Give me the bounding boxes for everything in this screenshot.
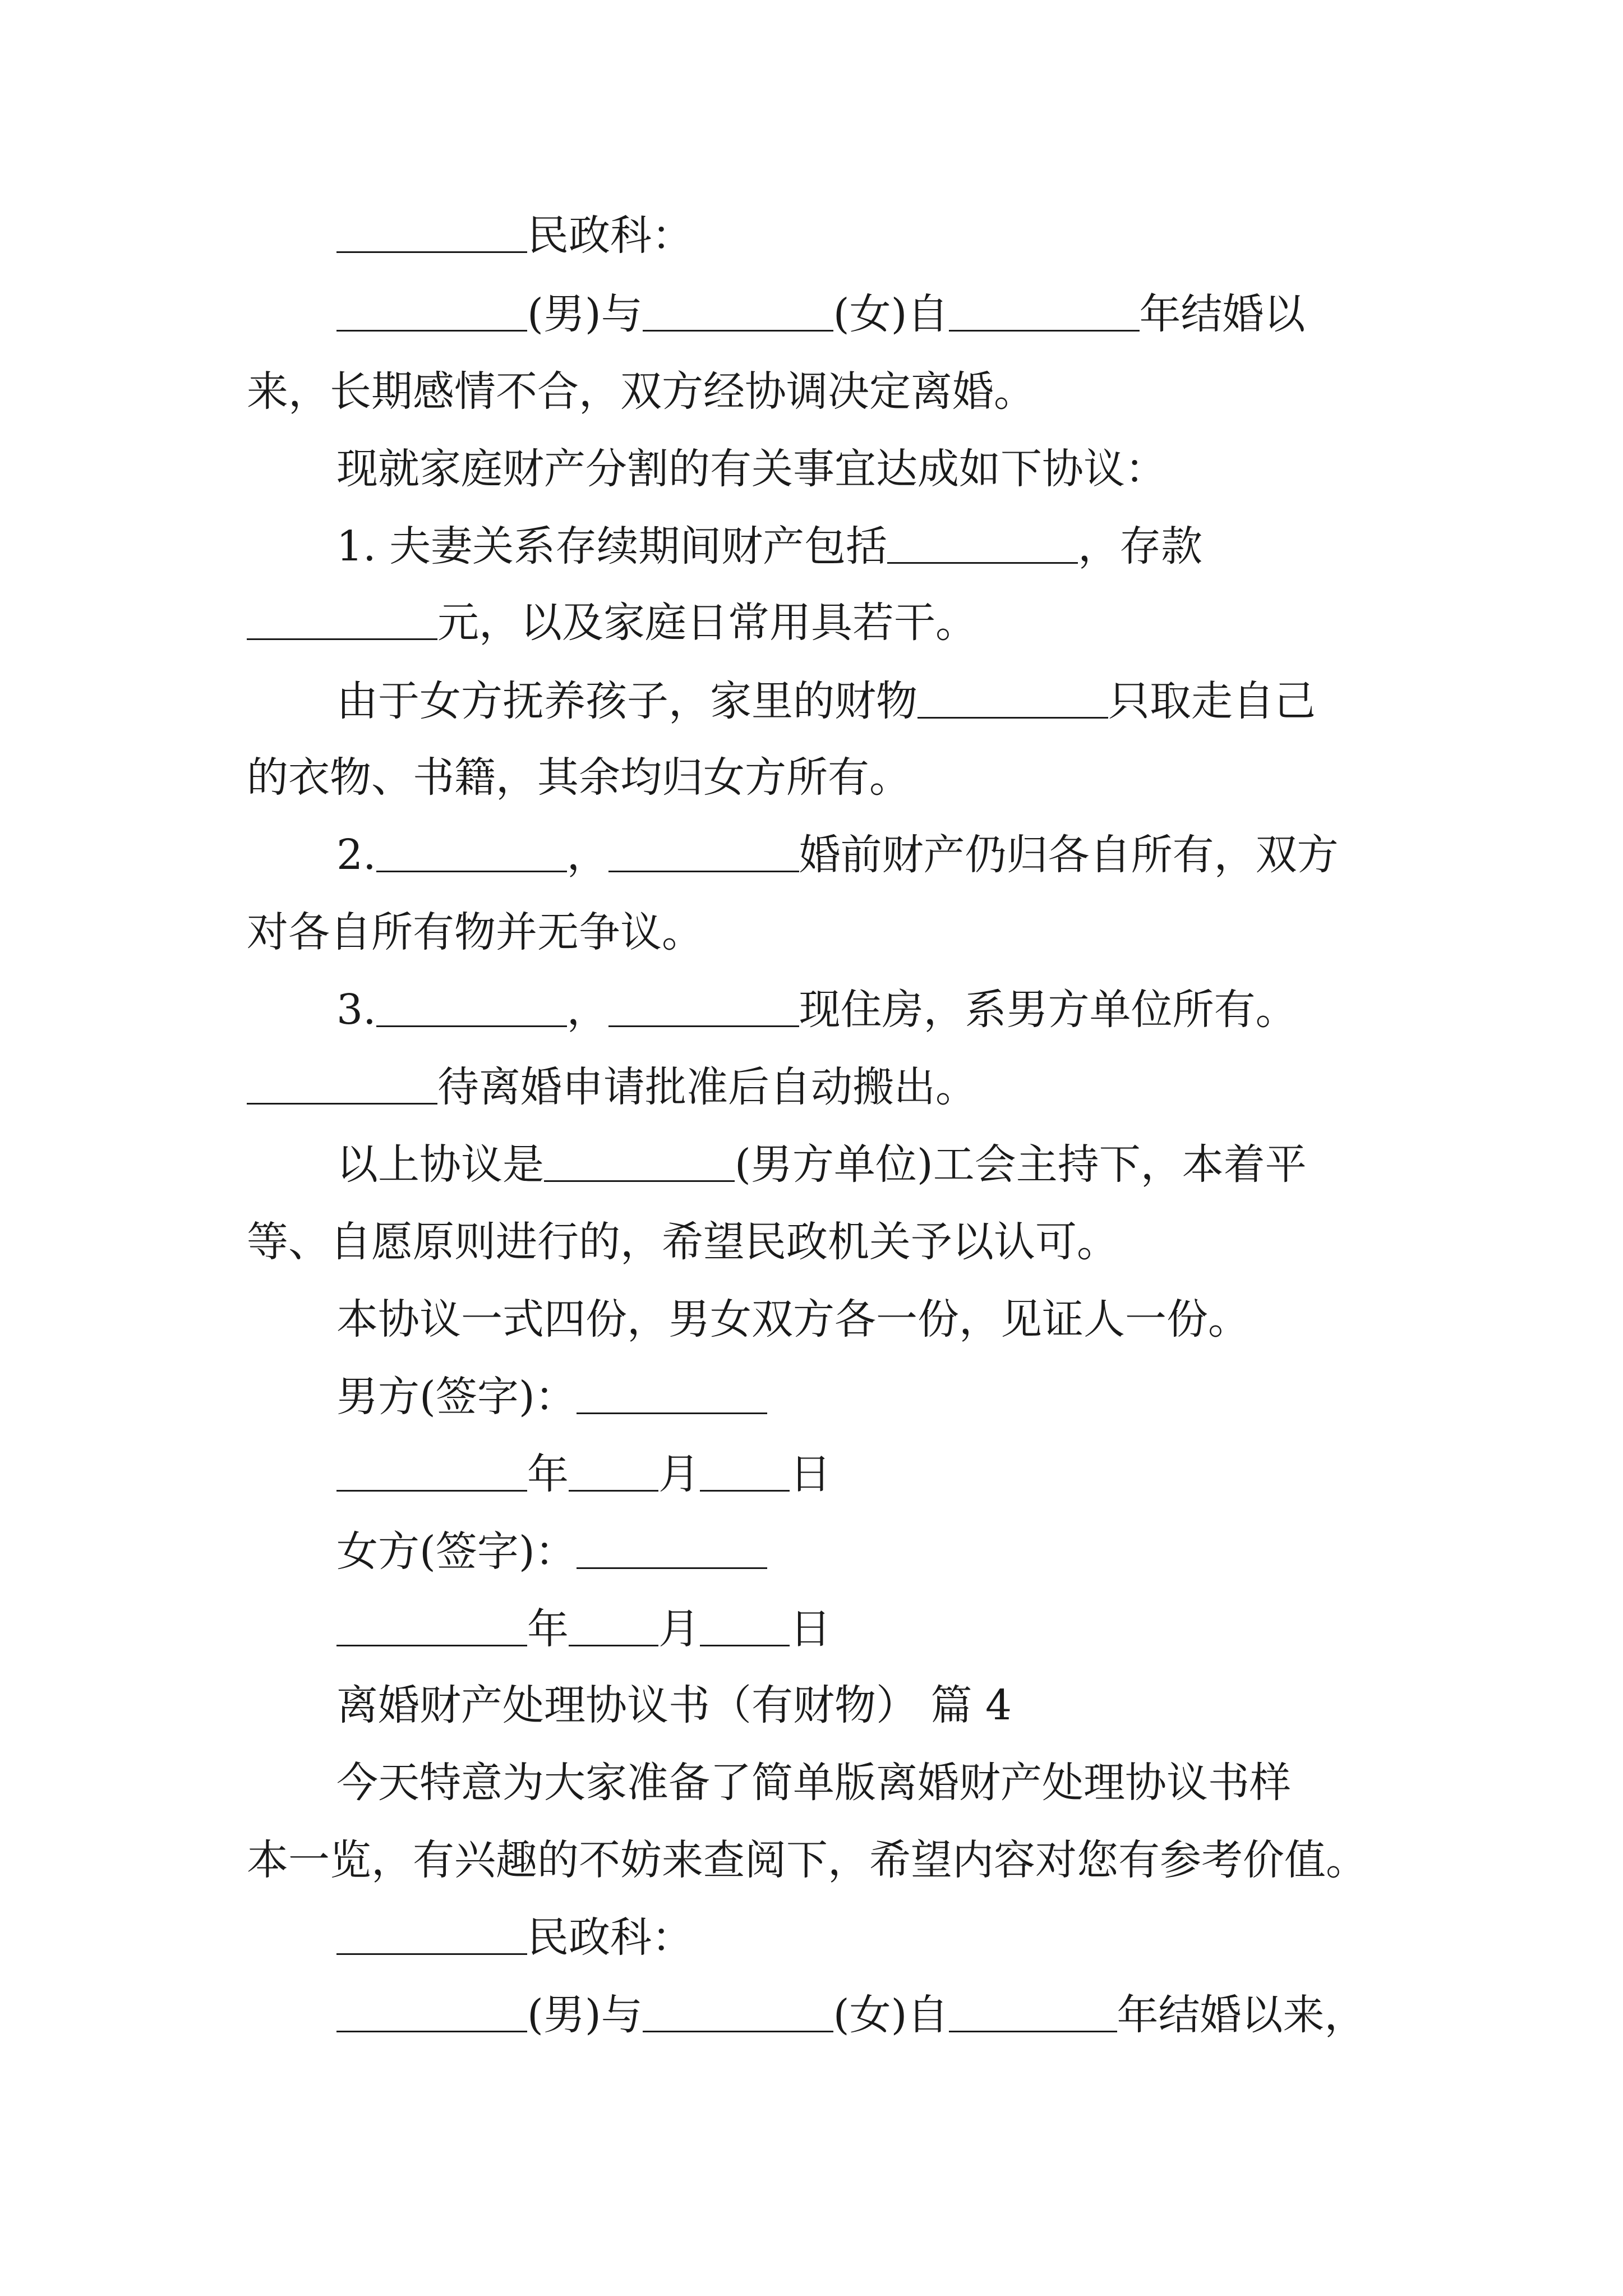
female-date-line: 年 月 日 [336,1601,1391,1657]
section-title: 离婚财产处理协议书（有财物） 篇 4 [336,1681,1012,1729]
signature-blank [577,1528,767,1569]
blank-field [700,1451,790,1492]
item3-line-cont: 待离婚申请批准后自动搬出。 [247,1059,1391,1115]
ministry-line-2: 民政科： [336,1910,1391,1966]
intro-line: 现就家庭财产分割的有关事宜达成如下协议： [336,445,1166,493]
section-intro-cont: 本一览，有兴趣的不妨来查阅下，希望内容对您有参考价值。 [247,1836,1367,1884]
blank-field [949,291,1140,332]
item1-line-cont: 元，以及家庭日常用具若干。 [247,595,1391,651]
agreement-line: 以上协议是 (男方单位)工会主持下，本着平 [336,1140,1307,1189]
blank-field [336,1914,527,1955]
item3-line: 3. ， 现住房，系男方单位所有。 [336,986,1297,1034]
blank-field [887,523,1078,564]
item2-line: 2. ， 婚前财产仍归各自所有，双方 [336,831,1339,879]
blank-field [569,1605,658,1646]
female-signature-line: 女方(签字)： [336,1524,1391,1580]
blank-field [544,1141,735,1182]
signature-blank [577,1373,767,1414]
blank-field [376,986,567,1027]
item1-line: 1. 夫妻关系存续期间财产包括 ，存款 [336,522,1203,570]
ministry-line: 民政科： [336,208,1391,264]
blank-field [643,291,833,332]
blank-field [336,291,527,332]
blank-field [247,599,437,640]
blank-field [247,1064,437,1105]
blank-field [608,986,799,1027]
marriage-line-2: (男)与 (女)自 年结婚以来， [336,1987,1391,2043]
male-signature-line: 男方(签字)： [336,1369,1391,1425]
marriage-line: (男)与 (女)自 年结婚以 [336,286,1391,342]
marriage-line-cont: 来，长期感情不合，双方经协调决定离婚。 [247,367,1035,416]
agreement-line-cont: 等、自愿原则进行的，希望民政机关予以认可。 [247,1218,1118,1266]
blank-field [336,1605,527,1646]
item1b-line: 由于女方抚养孩子，家里的财物 只取走自己 [336,677,1316,725]
blank-field [643,1991,833,2032]
male-date-line: 年 月 日 [336,1446,1391,1502]
blank-field [569,1451,658,1492]
section-intro: 今天特意为大家准备了简单版离婚财产处理协议书样 [336,1759,1291,1807]
blank-field [336,212,527,253]
blank-field [336,1451,527,1492]
blank-field [917,678,1108,719]
blank-field [376,831,567,872]
item2-line-cont: 对各自所有物并无争议。 [247,908,703,956]
item1b-line-cont: 的衣物、书籍，其余均归女方所有。 [247,753,911,802]
copies-line: 本协议一式四份，男女双方各一份，见证人一份。 [336,1295,1249,1343]
blank-field [608,831,799,872]
blank-field [700,1605,790,1646]
blank-field [949,1991,1117,2032]
blank-field [336,1991,527,2032]
